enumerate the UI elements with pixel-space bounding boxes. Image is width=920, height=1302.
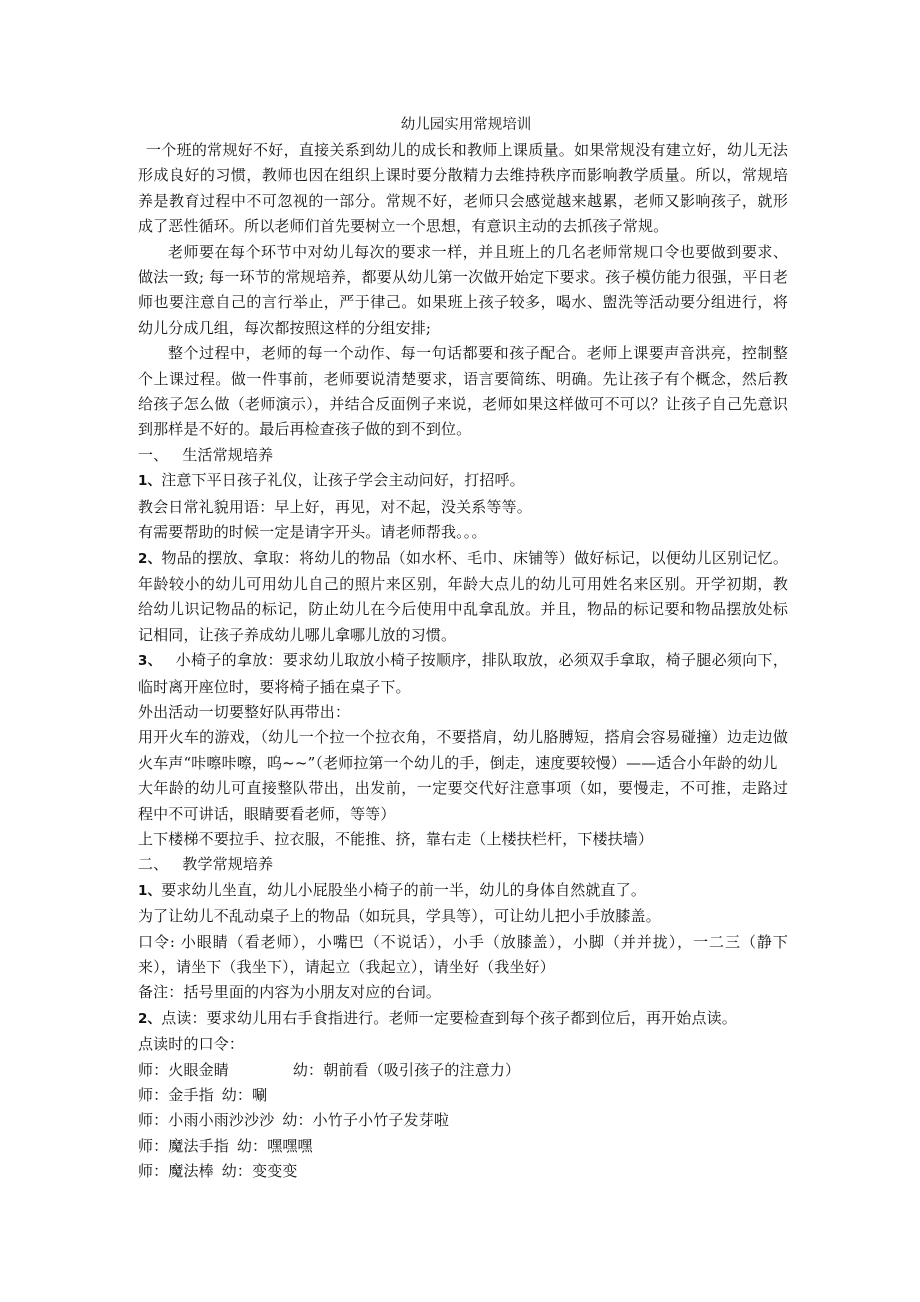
chant-line [138,1058,788,1083]
chant-line [138,1159,788,1184]
chant-line [138,1083,788,1108]
item-text: 注意下平日孩子礼仪，让孩子学会主动问好，打招呼。 [161,471,525,490]
paragraph-2: 老师要在每个环节中对幼儿每次的要求一样，并且班上的几名老师常规口令也要做到要求、做法一致; 每一环节的常规培养，都要从幼儿第一次做开始定下要求。孩子模仿能力很强，平日老师也要注意自己的言行举止，严于律己。如果班上孩子较多，喝水、盥洗等活动要分组进行，将幼儿分成几组，每次都按照这样的分组安排; [138,242,788,337]
paragraph-3: 整个过程中，老师的每一个动作、每一句话都要和孩子配合。老师上课要声音洪亮，控制整个上课过程。做一件事前，老师要说清楚要求，语言要简练、明确。先让孩子有个概念，然后教给孩子怎么做（老师演示），并结合反面例子来说，老师如果这样做可不可以？让孩子自己先意识到那样是不好的。最后再检查孩子做的到不到位。 [138,344,788,439]
section-1-line-b: 有需要帮助的时候一定是请字开头。请老师帮我。。。 [138,523,487,542]
section-1-heading [138,443,788,468]
section-1-number: 一、 [138,445,169,464]
item-number: 1、 [138,473,162,490]
chant-teacher: 师：金手指 [138,1086,214,1105]
section-1-line-d: 用开火车的游戏，（幼儿一个拉一个拉衣角，不要搭肩，幼儿胳膊短，搭肩会容易碰撞）边走边做火车声“咔嚓咔嚓，呜~~”（老师拉第一个幼儿的手，倒走，速度要较慢）——适合小年龄的幼儿 [138,728,788,772]
section-1-item-3 [138,648,788,700]
item-number: 1、 [138,882,162,899]
section-2-line-d: 点读时的口令： [138,1035,245,1054]
chant-line [138,1108,788,1133]
chant-teacher: 师：魔法手指 [138,1136,229,1155]
intro-paragraph: 一个班的常规好不好，直接关系到幼儿的成长和教师上课质量。如果常规没有建立好，幼儿无法形成良好的习惯，教师也因在组织上课时要分散精力去维持秩序而影响教学质量。所以，常规培养是教育过程中不可忽视的一部分。常规不好，老师只会感觉越来越累，老师又影响孩子，就形成了恶性循环。所以老师们首先要树立一个思想，有意识主动的去抓孩子常规。 [138,141,788,236]
item-text: 小椅子的拿放：要求幼儿取放小椅子按顺序，排队取放，必须双手拿取，椅子腿必须向下，临时离开座位时，要将椅子插在桌子下。 [138,651,788,696]
section-2-item-2 [138,1006,788,1032]
chant-teacher: 师：火眼金睛 [138,1060,229,1079]
chant-line [138,1134,788,1159]
section-2-title: 教学常规培养 [182,855,274,874]
chant-child: 幼：小竹子小竹子发芽啦 [282,1111,450,1130]
section-2-line-a: 为了让幼儿不乱动桌子上的物品（如玩具，学具等），可让幼儿把小手放膝盖。 [138,907,661,926]
item-number: 2、 [138,1010,162,1027]
chant-child: 幼：唰 [221,1086,268,1105]
document-page [138,112,788,1185]
section-2-heading [138,852,788,877]
item-number: 3、 [138,653,162,670]
chant-child: 幼：嘿嘿嘿 [236,1136,313,1155]
section-2-number: 二、 [138,855,169,874]
chant-child: 幼：朝前看（吸引孩子的注意力） [292,1060,521,1079]
section-1-item-1 [138,468,788,494]
section-2-line-c: 备注：括号里面的内容为小朋友对应的台词。 [138,983,442,1002]
item-text: 物品的摆放、拿取：将幼儿的物品（如水杯、毛巾、床铺等）做好标记，以便幼儿区别记忆。年龄较小的幼儿可用幼儿自己的照片来区别，年龄大点儿的幼儿可用姓名来区别。开学初期，教给幼儿识记物品的标记，防止幼儿在今后使用中乱拿乱放。并且，物品的标记要和物品摆放处标记相同，让孩子养成幼儿哪儿拿哪儿放的习惯。 [138,548,788,644]
section-1-line-c: 外出活动一切要整好队再带出： [138,702,351,721]
section-1-item-2 [138,546,788,649]
chant-teacher: 师：小雨小雨沙沙沙 [138,1111,275,1130]
section-1-title: 生活常规培养 [182,445,274,464]
chant-child: 幼：变变变 [221,1162,298,1181]
item-text: 要求幼儿坐直，幼儿小屁股坐小椅子的前一半，幼儿的身体自然就直了。 [161,880,647,899]
section-2-line-b: 口令: 小眼睛（看老师），小嘴巴（不说话），小手（放膝盖），小脚（并并拢），一二三（静下来），请坐下（我坐下），请起立（我起立），请坐好（我坐好） [138,932,788,976]
section-1-line-f: 上下楼梯不要拉手、拉衣服，不能推、挤，靠右走（上楼扶栏杆，下楼扶墙） [138,829,654,848]
section-1-line-e: 大年龄的幼儿可直接整队带出，出发前，一定要交代好注意事项（如，要慢走，不可推，走路过程中不可讲话，眼睛要看老师，等等） [138,779,788,823]
chant-teacher: 师：魔法棒 [138,1162,214,1181]
item-number: 2、 [138,550,162,567]
section-2-item-1 [138,878,788,904]
document-title: 幼儿园实用常规培训 [400,117,532,133]
item-text: 点读：要求幼儿用右手食指进行。老师一定要检查到每个孩子都到位后，再开始点读。 [161,1008,737,1027]
section-1-line-a: 教会日常礼貌用语：早上好，再见，对不起，没关系等等。 [138,497,532,516]
